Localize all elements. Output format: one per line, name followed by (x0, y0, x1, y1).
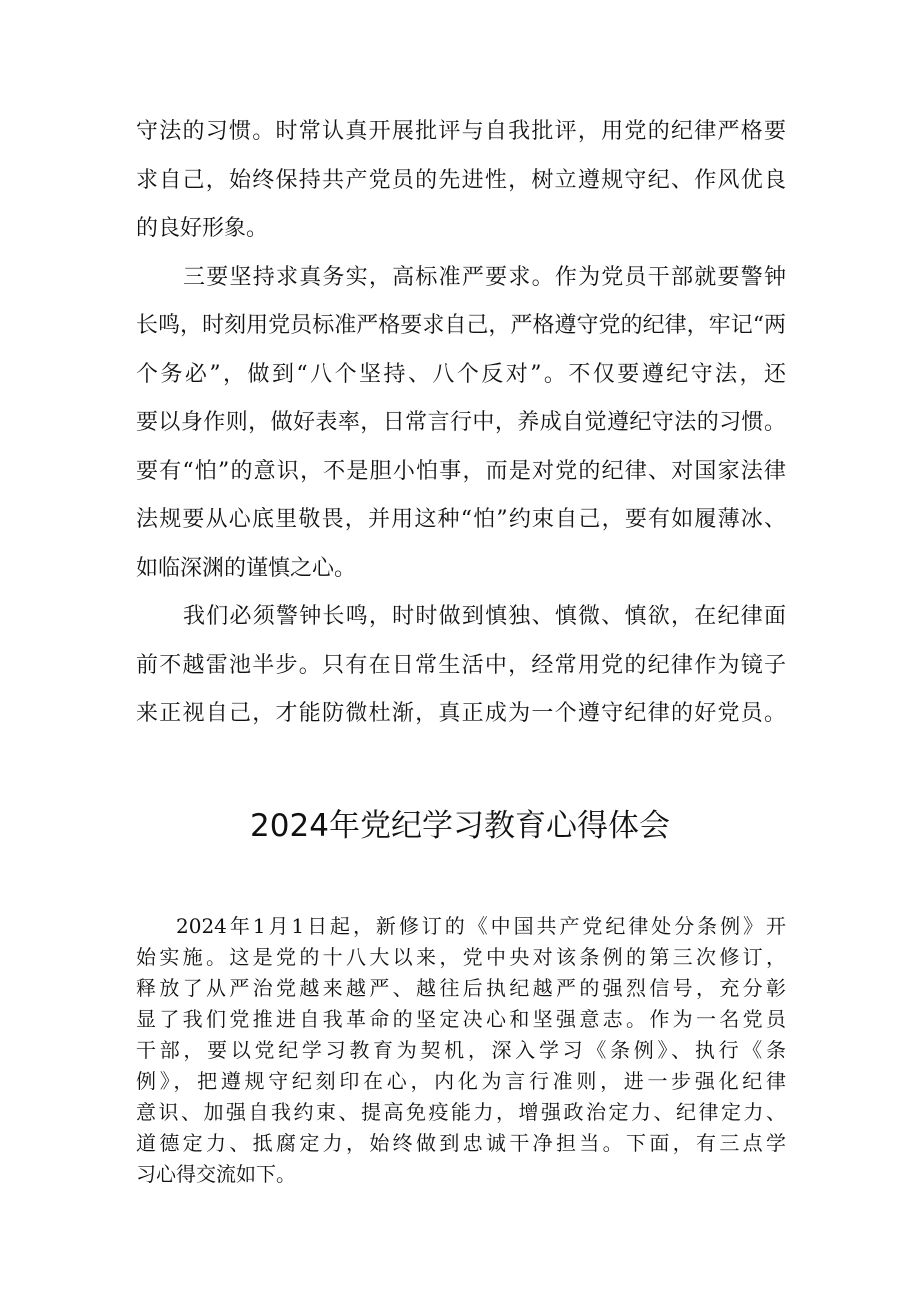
paragraph-line: 来正视自己，才能防微杜渐，真正成为一个遵守纪律的好党员。 (136, 701, 786, 726)
paragraph-line: 要有“怕”的意识，不是胆小怕事，而是对党的纪律、对国家法律 (136, 459, 786, 484)
paragraph-line: 2024年1月1日起，新修订的《中国共产党纪律处分条例》开 (176, 914, 786, 938)
paragraph-line: 个务必”，做到“八个坚持、八个反对”。不仅要遵纪守法，还 (136, 362, 786, 387)
paragraph-line: 要以身作则，做好表率，日常言行中，养成自觉遵纪守法的习惯。 (136, 410, 786, 435)
paragraph-line: 显了我们党推进自我革命的坚定决心和坚强意志。作为一名党员 (136, 1007, 786, 1031)
paragraph-line: 习心得交流如下。 (136, 1162, 296, 1186)
paragraph-line: 法规要从心底里敬畏，并用这种“怕”约束自己，要有如履薄冰、 (136, 507, 786, 532)
article-title: 2024年党纪学习教育心得体会 (250, 808, 670, 844)
paragraph-line: 道德定力、抵腐定力，始终做到忠诚干净担当。下面，有三点学 (136, 1131, 786, 1155)
paragraph-line: 的良好形象。 (136, 216, 269, 241)
paragraph-line: 例》，把遵规守纪刻印在心，内化为言行准则，进一步强化纪律 (136, 1069, 786, 1093)
paragraph-line: 释放了从严治党越来越严、越往后执纪越严的强烈信号，充分彰 (136, 976, 786, 1000)
paragraph-line: 我们必须警钟长鸣，时时做到慎独、慎微、慎欲，在纪律面 (183, 604, 786, 629)
paragraph-line: 三要坚持求真务实，高标准严要求。作为党员干部就要警钟 (183, 265, 786, 290)
paragraph-line: 始实施。这是党的十八大以来，党中央对该条例的第三次修订， (136, 945, 786, 969)
paragraph-line: 前不越雷池半步。只有在日常生活中，经常用党的纪律作为镜子 (136, 653, 786, 678)
paragraph-line: 求自己，始终保持共产党员的先进性，树立遵规守纪、作风优良 (136, 168, 786, 193)
paragraph-line: 意识、加强自我约束、提高免疫能力，增强政治定力、纪律定力、 (136, 1100, 786, 1124)
paragraph-line: 干部，要以党纪学习教育为契机，深入学习《条例》、执行《条 (136, 1038, 786, 1062)
paragraph-line: 守法的习惯。时常认真开展批评与自我批评，用党的纪律严格要 (136, 119, 786, 144)
paragraph-line: 长鸣，时刻用党员标准严格要求自己，严格遵守党的纪律，牢记“两 (136, 313, 786, 338)
paragraph-line: 如临深渊的谨慎之心。 (136, 556, 357, 581)
